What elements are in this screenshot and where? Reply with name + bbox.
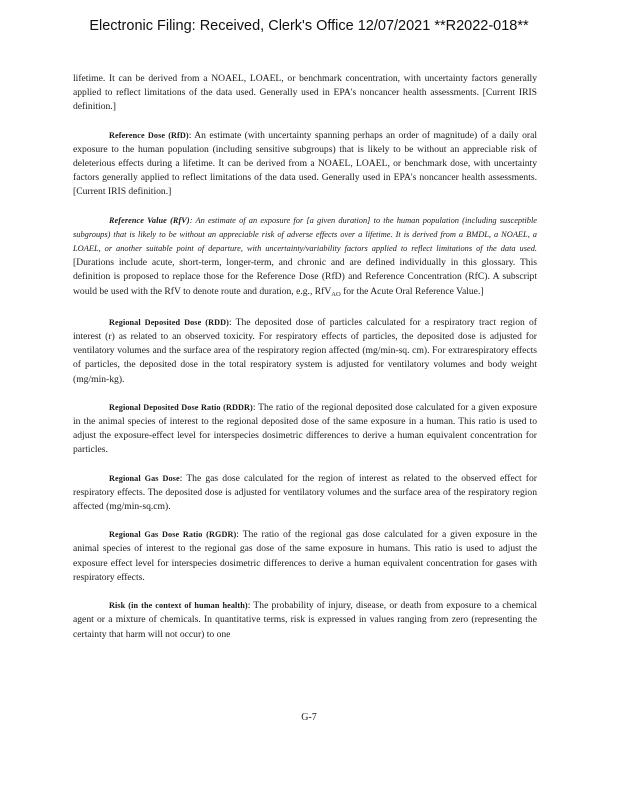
glossary-entry-continuation bbox=[73, 72, 537, 115]
glossary-entry-rgdr bbox=[73, 528, 537, 585]
entry-term: Regional Gas Dose bbox=[109, 473, 180, 483]
entry-body: [Durations include acute, short-term, longer-term, and chronic and are defined individually in this glossary. This definition is proposed to replace those for the Reference Dose (RfD) and Reference Concentration (RfC). A subscript would be used with the RfV to denote route and duration, e.g., RfV bbox=[73, 257, 537, 297]
glossary-entry-regional-gas-dose bbox=[73, 472, 537, 515]
entry-term: Risk (in the context of human health) bbox=[109, 601, 248, 611]
entry-term: Reference Dose (RfD) bbox=[109, 130, 189, 140]
glossary-entry-rddr bbox=[73, 401, 537, 458]
filing-header: Electronic Filing: Received, Clerk's Office 12/07/2021 **R2022-018** bbox=[89, 18, 529, 34]
entry-body: lifetime. It can be derived from a NOAEL, LOAEL, or benchmark concentration, with uncertainty factors generally applied to reflect limitations of the data used. Generally used in EPA's noncancer health assessments. [Current IRIS definition.] bbox=[73, 73, 537, 113]
entry-body: : The deposited dose of particles calculated for a respiratory tract region of interest (r) as related to an observed toxicity. For respiratory effects of particles, the deposited dose is adjusted for ventilatory volumes and the surface area of the respiratory region affected (mg/min-sq. cm). For extrarespiratory effects of particles, the deposited dose in the total respiratory system is adjusted for ventilatory volumes and body weight (mg/min-kg). bbox=[73, 316, 537, 385]
entry-subscript: AO bbox=[331, 290, 341, 298]
entry-body: : The probability of injury, disease, or death from exposure to a chemical agent or a mixture of chemicals. In quantitative terms, risk is expressed in values ranging from zero (representing the certainty that harm will not occur) to one bbox=[73, 600, 538, 640]
entry-body: : The ratio of the regional gas dose calculated for a given exposure in the animal species of interest to the regional gas dose of the same exposure in humans. This ratio is used to adjust the exposure effect level for interspecies dosimetric differences to derive a human equivalent concentration for gases with respiratory effects. bbox=[73, 529, 537, 583]
entry-definition-italic: : An estimate of an exposure for [a given duration] to the human population (including susceptible subgroups) that is likely to be without an appreciable risk of adverse effects over a lifetime. It is derived from a BMDL, a NOAEL, a LOAEL, or another suitable point of departure, with uncertainty/variability factors applied to reflect limitations of the data used. bbox=[73, 215, 537, 254]
page-number: G-7 bbox=[301, 712, 317, 723]
entry-term: Regional Deposited Dose Ratio (RDDR) bbox=[109, 402, 253, 412]
glossary-entry-risk bbox=[73, 599, 537, 642]
entry-body: : An estimate (with uncertainty spanning perhaps an order of magnitude) of a daily oral exposure to the human population (including sensitive subgroups) that is likely to be without an appreciable risk of deleterious effects during a lifetime. It can be derived from a NOAEL, LOAEL, or benchmark dose, with uncertainty factors generally applied to reflect limitations of the data used. Generally used in EPA's noncancer health assessments. [Current IRIS definition.] bbox=[73, 129, 537, 198]
glossary-entry-reference-value bbox=[73, 214, 537, 302]
glossary-body bbox=[73, 72, 537, 656]
glossary-entry-reference-dose bbox=[73, 129, 537, 200]
entry-term: Regional Deposited Dose (RDD) bbox=[109, 317, 229, 327]
entry-term: Reference Value (RfV) bbox=[109, 215, 190, 225]
entry-body: : The ratio of the regional deposited dose calculated for a given exposure in the animal species of interest to the regional deposited dose of the same exposure in a human. This ratio is used to adjust the exposure-effect level for interspecies dosimetric differences to derive a human equivalent concentration for particles. bbox=[73, 401, 537, 456]
entry-body: : The gas dose calculated for the region of interest as related to the observed effect for respiratory effects. The deposited dose is adjusted for ventilatory volumes and the surface area of the respiratory region affected (mg/min-sq.cm). bbox=[73, 472, 537, 513]
entry-body-end: for the Acute Oral Reference Value.] bbox=[340, 285, 484, 297]
glossary-entry-rdd bbox=[73, 316, 537, 387]
entry-term: Regional Gas Dose Ratio (RGDR) bbox=[109, 530, 237, 540]
